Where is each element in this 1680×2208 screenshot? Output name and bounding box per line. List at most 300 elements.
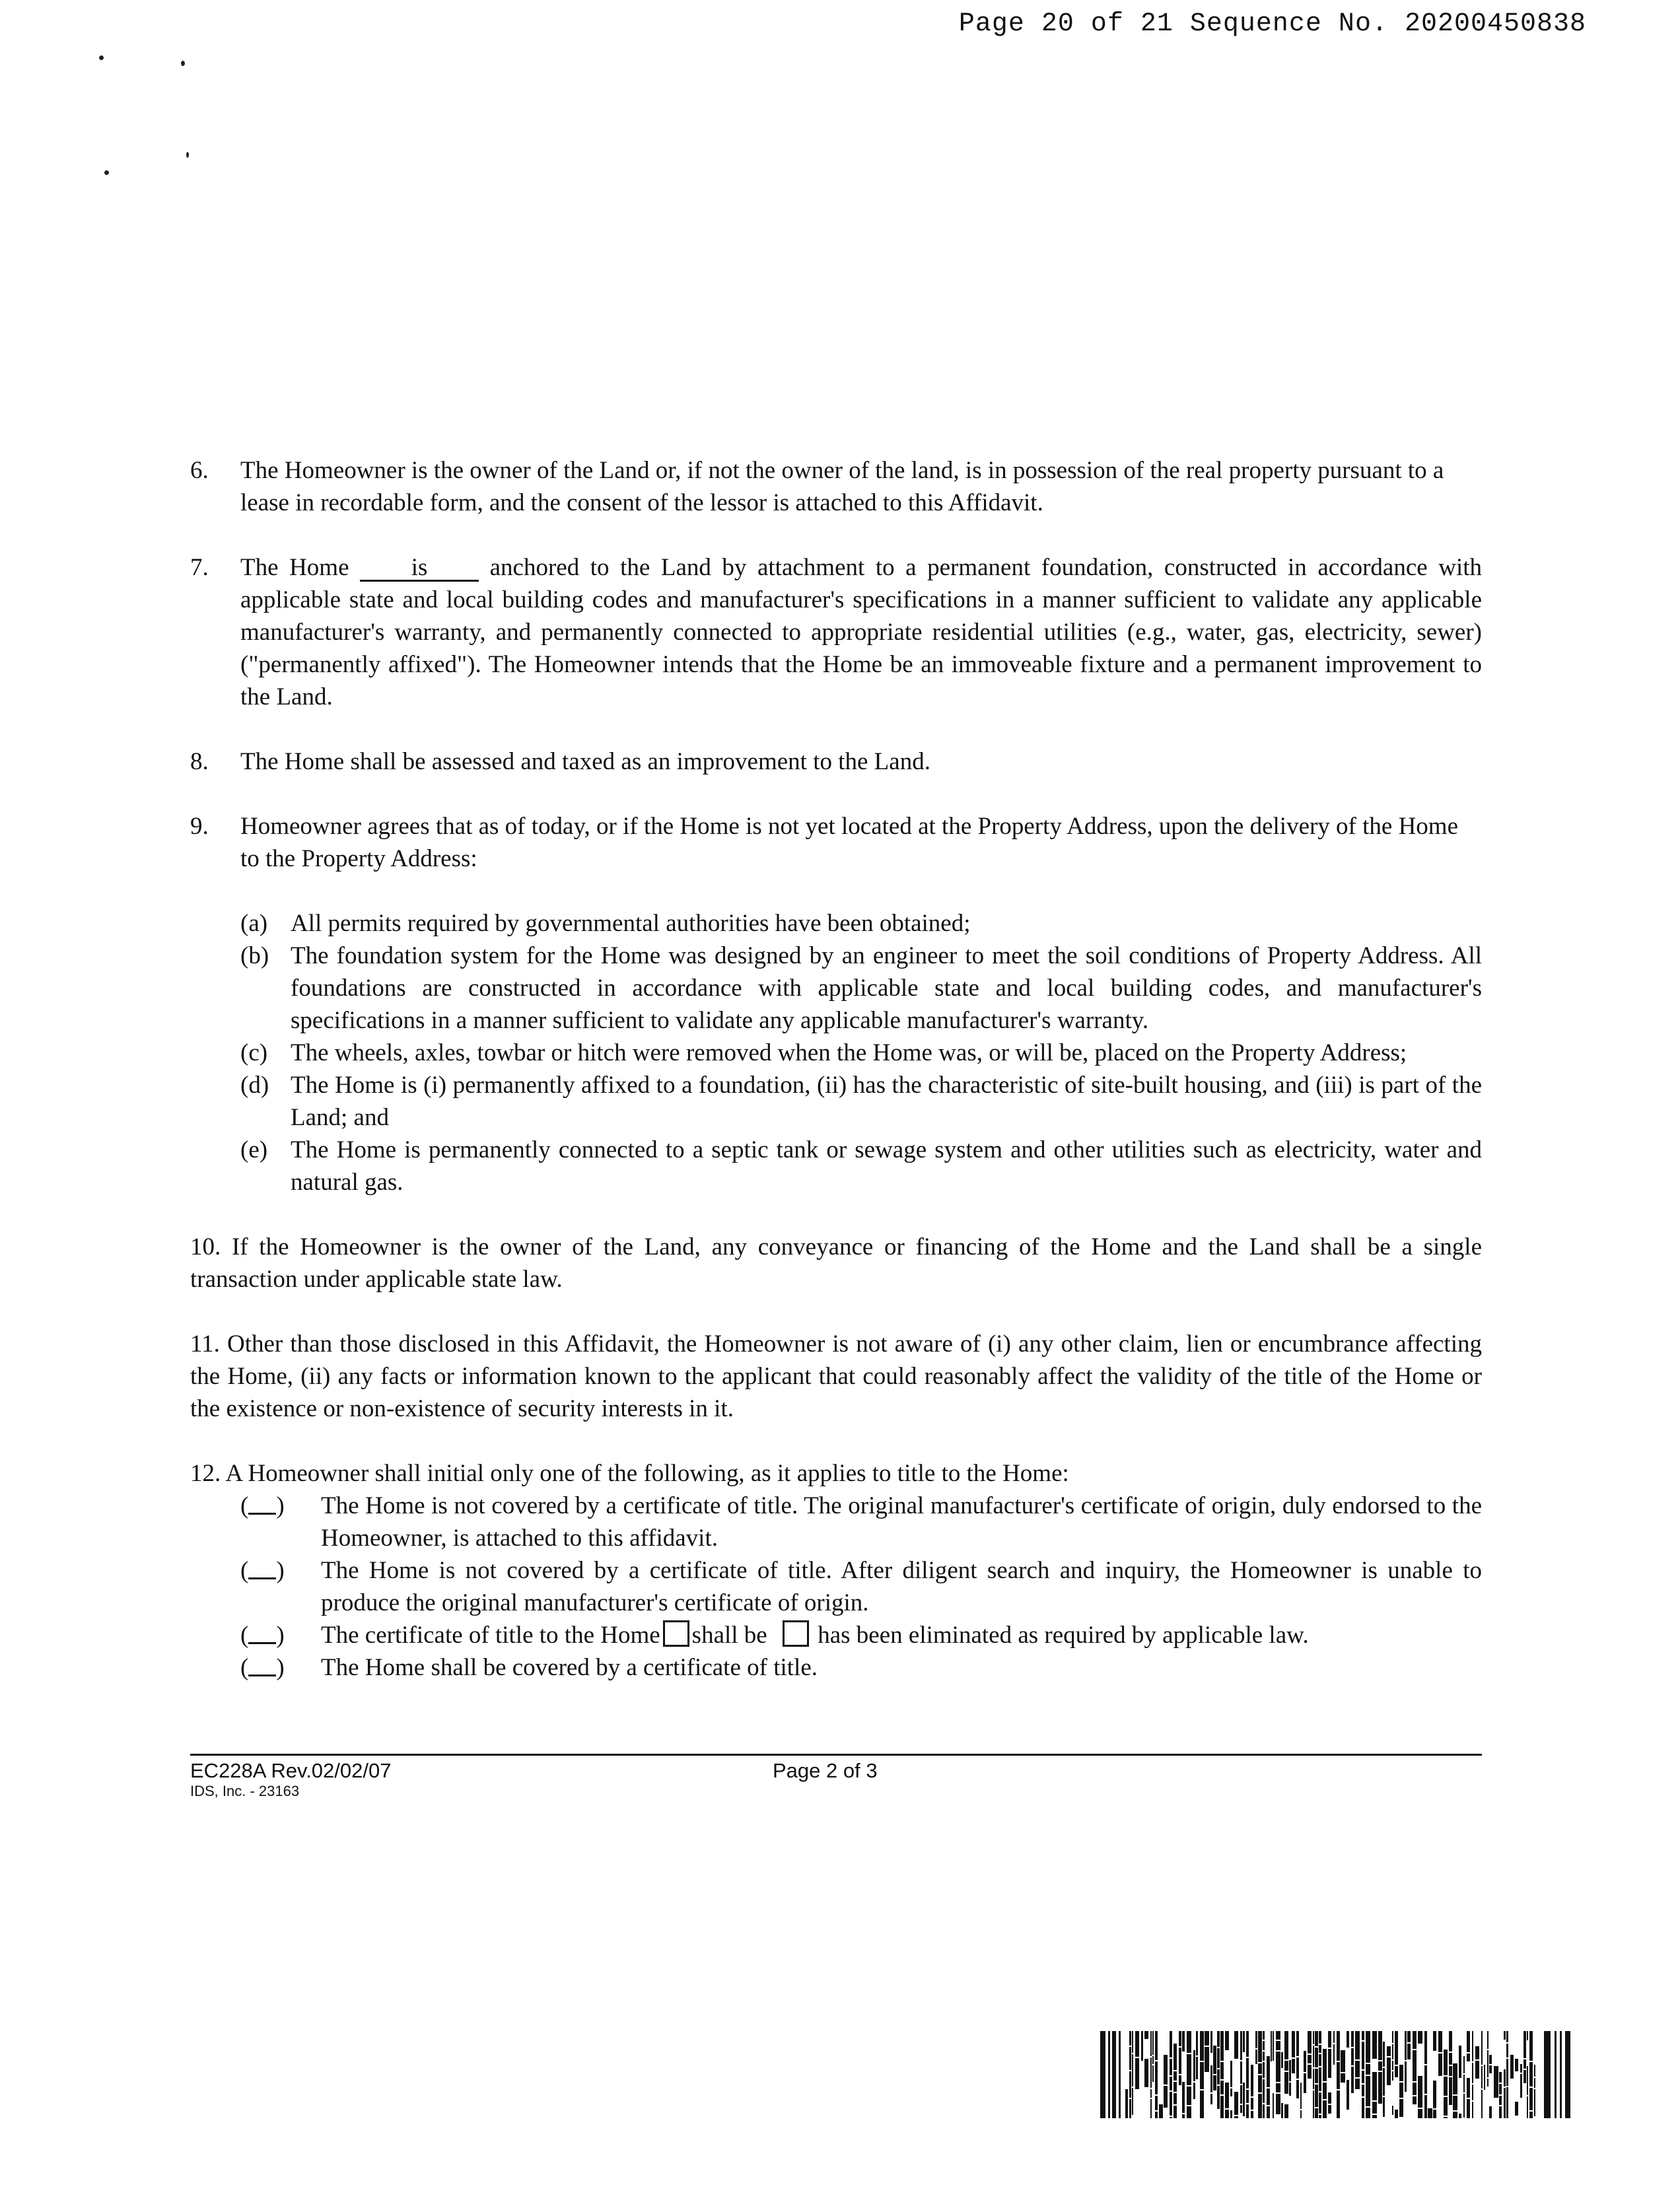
barcode-bar xyxy=(1323,2049,1327,2081)
barcode-bar xyxy=(1399,2083,1403,2098)
sub-letter: (a) xyxy=(240,910,268,937)
barcode-bar xyxy=(1225,2031,1229,2050)
barcode-bar xyxy=(1372,2115,1377,2118)
item-6 xyxy=(190,454,1482,519)
barcode-bar xyxy=(1263,2031,1265,2040)
barcode-bar xyxy=(1196,2057,1198,2079)
barcode-bar xyxy=(1267,2056,1270,2087)
barcode-bar xyxy=(1220,2062,1224,2079)
title-choice-1 xyxy=(240,1490,1482,1554)
barcode-bar xyxy=(1281,2052,1283,2068)
document-barcode xyxy=(1100,2031,1572,2118)
barcode-bar xyxy=(1323,2100,1327,2118)
barcode-bar xyxy=(1392,2106,1393,2115)
barcode-bar xyxy=(1494,2066,1498,2098)
barcode-bar xyxy=(1217,2048,1220,2068)
footer-divider xyxy=(190,1754,1482,1756)
eliminated-checkbox[interactable] xyxy=(783,1620,809,1647)
choice-text: The Home is not covered by a certificate of title. The original manufacturer's certificate of origin, duly endorsed to the Homeowner, is attached to this affidavit. xyxy=(321,1492,1482,1552)
barcode-bar xyxy=(1193,2050,1195,2081)
barcode-bar xyxy=(1159,2104,1163,2118)
barcode-bar xyxy=(1217,2086,1220,2109)
barcode-bar xyxy=(1487,2050,1488,2077)
barcode-bar xyxy=(1246,2031,1249,2057)
barcode-bar xyxy=(1499,2096,1502,2105)
barcode-bar xyxy=(1164,2055,1168,2085)
barcode-bar xyxy=(1428,2108,1432,2118)
barcode-bar xyxy=(1200,2031,1204,2061)
barcode-bar xyxy=(1132,2088,1133,2115)
barcode-bar xyxy=(1258,2063,1262,2074)
barcode-bar xyxy=(1182,2114,1185,2118)
barcode-bar xyxy=(1449,2053,1452,2065)
initial-blank-2[interactable]: ( ) xyxy=(240,1554,285,1587)
barcode-bar xyxy=(1383,2097,1385,2117)
barcode-bar xyxy=(1499,2106,1502,2118)
barcode-bar xyxy=(1438,2031,1442,2052)
barcode-bar xyxy=(1319,2067,1321,2091)
barcode-bar xyxy=(1444,2117,1448,2118)
barcode-bar xyxy=(1217,2069,1220,2085)
barcode-bar xyxy=(1499,2072,1502,2083)
sub-text: The wheels, axles, towbar or hitch were removed when the Home was, or will be, placed on the Property Address; xyxy=(291,1039,1407,1066)
barcode-bar xyxy=(1210,2094,1212,2104)
barcode-bar xyxy=(1347,2080,1349,2110)
barcode-bar xyxy=(1141,2031,1143,2061)
choice-text: The Home is not covered by a certificate of title. After diligent search and inquiry, the Homeowner is unable to produce the original manufacturer's certificate of origin. xyxy=(321,1557,1482,1616)
barcode-bar xyxy=(1187,2054,1191,2085)
barcode-bar xyxy=(1276,2031,1280,2040)
item-text: 11. Other than those disclosed in this Affidavit, the Homeowner is not aware of (i) any other claim, lien or encumbrance affecting the Home, (ii) any facts or information known to the applicant that could reasonably affect the validity of the title of the Home or the existence or non-existence of security interests in it. xyxy=(190,1330,1482,1422)
barcode-bar xyxy=(1467,2031,1470,2052)
barcode-bar xyxy=(1351,2048,1354,2065)
item-text: anchored to the Land by attachment to a permanent foundation, constructed in accordance with applicable state and local building codes and manufacturer's specifications in a manner sufficient to validate any applicable manufacturer's warranty, and permanently connected to appropriate residential utilities (e.g., water, gas, electricity, sewer) ("permanently affixed"). The Homeowner intends that the Home be an immoveable fixture and a permanent improvement to the Land. xyxy=(240,554,1483,710)
barcode-bar xyxy=(1527,2031,1528,2040)
barcode-bar xyxy=(1315,2069,1318,2083)
barcode-bar xyxy=(1333,2031,1335,2043)
barcode-bar xyxy=(1150,2031,1152,2056)
barcode-bar xyxy=(1289,2060,1291,2081)
barcode-bar xyxy=(1504,2031,1506,2040)
sub-letter: (c) xyxy=(240,1039,268,1066)
item-number: 9. xyxy=(190,813,209,840)
barcode-bar xyxy=(1366,2108,1370,2118)
choice-text: The Home shall be covered by a certificate of title. xyxy=(321,1654,818,1681)
barcode-bar xyxy=(1289,2083,1291,2096)
barcode-bar xyxy=(1372,2072,1377,2100)
barcode-bar xyxy=(1319,2092,1321,2114)
barcode-bar xyxy=(1366,2031,1370,2063)
barcode-bar xyxy=(1418,2109,1422,2118)
barcode-bar xyxy=(1499,2084,1502,2094)
barcode-bar xyxy=(1392,2044,1393,2059)
barcode-bar xyxy=(1132,2054,1133,2087)
barcode-bar xyxy=(1155,2096,1158,2110)
barcode-bar xyxy=(1263,2062,1265,2078)
barcode-bar xyxy=(1213,2075,1216,2090)
barcode-bar xyxy=(1112,2031,1116,2118)
barcode-bar xyxy=(1319,2045,1321,2053)
barcode-bar xyxy=(1523,2059,1526,2069)
choice-text: shall be xyxy=(691,1622,767,1649)
barcode-bar xyxy=(1392,2071,1393,2081)
barcode-bar xyxy=(1276,2041,1280,2050)
item-7 xyxy=(190,551,1482,713)
barcode-bar xyxy=(1263,2079,1265,2103)
scan-speck xyxy=(181,61,185,66)
barcode-bar xyxy=(1308,2065,1312,2079)
barcode-bar xyxy=(1355,2061,1360,2077)
barcode-bar xyxy=(1444,2097,1448,2116)
sub-letter: (e) xyxy=(240,1136,268,1163)
barcode-bar xyxy=(1196,2031,1198,2055)
barcode-bar xyxy=(1424,2065,1427,2094)
barcode-bar xyxy=(1292,2059,1295,2073)
barcode-bar xyxy=(1489,2055,1492,2064)
barcode-bar xyxy=(1164,2086,1168,2108)
barcode-bar xyxy=(1510,2055,1514,2079)
barcode-bar xyxy=(1281,2103,1283,2118)
barcode-bar xyxy=(1271,2031,1272,2061)
item-12-intro: 12. A Homeowner shall initial only one of the following, as it applies to title to the Home: xyxy=(190,1460,1069,1487)
barcode-bar xyxy=(1173,2044,1177,2070)
sub-letter: (d) xyxy=(240,1072,269,1099)
barcode-bar xyxy=(1173,2071,1177,2081)
barcode-bar xyxy=(1315,2085,1318,2107)
barcode-bar xyxy=(1449,2066,1452,2076)
barcode-bar xyxy=(1296,2031,1299,2056)
sub-text: The Home is (i) permanently affixed to a foundation, (ii) has the characteristic of site-built housing, and (iii) is part of the Land; and xyxy=(291,1072,1482,1131)
barcode-bar xyxy=(1333,2044,1335,2065)
barcode-bar xyxy=(1144,2031,1148,2039)
barcode-bar xyxy=(1424,2031,1427,2064)
page-indicator: Page 2 of 3 xyxy=(773,1759,878,1782)
barcode-bar xyxy=(1407,2044,1411,2059)
title-choice-3 xyxy=(240,1619,1482,1651)
barcode-bar xyxy=(1220,2031,1224,2061)
barcode-bar xyxy=(1438,2053,1442,2076)
barcode-bar xyxy=(1296,2057,1299,2079)
barcode-bar xyxy=(1210,2065,1212,2092)
barcode-bar xyxy=(1475,2046,1479,2059)
barcode-bar xyxy=(1251,2065,1253,2096)
initial-blank-4[interactable]: ( ) xyxy=(240,1651,285,1684)
barcode-bar xyxy=(1119,2031,1121,2118)
barcode-bar xyxy=(1433,2081,1436,2108)
item-8 xyxy=(190,745,1482,778)
barcode-bar xyxy=(1108,2031,1110,2118)
barcode-bar xyxy=(1506,2044,1508,2057)
initial-blank-1[interactable]: ( ) xyxy=(240,1490,285,1522)
barcode-bar xyxy=(1459,2046,1461,2078)
barcode-bar xyxy=(1392,2031,1393,2043)
barcode-bar xyxy=(1453,2112,1457,2118)
barcode-bar xyxy=(1179,2075,1181,2085)
item-number: 8. xyxy=(190,748,209,775)
barcode-bar xyxy=(1487,2031,1488,2049)
barcode-bar xyxy=(1150,2099,1152,2118)
affidavit-body xyxy=(190,454,1482,1684)
barcode-bar xyxy=(1527,2096,1528,2118)
barcode-bar xyxy=(1489,2106,1492,2118)
barcode-bar xyxy=(1481,2090,1483,2118)
barcode-bar xyxy=(1200,2062,1204,2089)
choice-text: The certificate of title to the Home xyxy=(321,1622,660,1649)
item-text: The Homeowner is the owner of the Land or, if not the owner of the land, is in possession of the real property pursuant to a lease in recordable form, and the consent of the lessor is attached to this Affidavit. xyxy=(240,457,1444,516)
barcode-bar xyxy=(1395,2031,1398,2065)
barcode-bar xyxy=(1387,2057,1391,2085)
barcode-bar xyxy=(1475,2061,1479,2079)
item-number: 6. xyxy=(190,457,209,484)
barcode-bar xyxy=(1453,2063,1457,2094)
barcode-bar xyxy=(1392,2061,1393,2070)
sub-item-a xyxy=(240,907,1482,940)
barcode-bar xyxy=(1170,2117,1172,2118)
barcode-bar xyxy=(1182,2031,1185,2052)
barcode-bar xyxy=(1433,2110,1436,2118)
barcode-bar xyxy=(1300,2110,1302,2118)
barcode-bar xyxy=(1463,2056,1465,2073)
barcode-bar xyxy=(1484,2065,1485,2090)
barcode-bar xyxy=(1472,2031,1473,2061)
barcode-bar xyxy=(1234,2092,1238,2115)
item-text: The Home shall be assessed and taxed as an improvement to the Land. xyxy=(240,748,930,775)
barcode-bar xyxy=(1230,2061,1232,2087)
barcode-bar xyxy=(1337,2062,1340,2089)
barcode-bar xyxy=(1251,2111,1253,2118)
barcode-bar xyxy=(1152,2065,1154,2082)
initial-blank-3[interactable]: ( ) xyxy=(240,1619,285,1651)
barcode-bar xyxy=(1328,2049,1331,2078)
shall-be-checkbox[interactable] xyxy=(663,1620,689,1647)
barcode-bar xyxy=(1205,2047,1209,2072)
barcode-bar xyxy=(1304,2073,1306,2093)
item-number: 7. xyxy=(190,554,209,581)
item-text: 10. If the Homeowner is the owner of the Land, any conveyance or financing of the Home and the Land shall be a single transaction under applicable state law. xyxy=(190,1233,1482,1293)
barcode-bar xyxy=(1173,2106,1177,2118)
is-blank-field: is xyxy=(360,556,479,582)
barcode-bar xyxy=(1315,2048,1318,2067)
barcode-bar xyxy=(1328,2031,1331,2048)
barcode-bar xyxy=(1258,2031,1262,2062)
barcode-bar xyxy=(1258,2075,1262,2092)
barcode-bar xyxy=(1362,2098,1364,2118)
barcode-bar xyxy=(1481,2031,1483,2065)
barcode-bar xyxy=(1240,2105,1242,2113)
sub-text: The Home is permanently connected to a septic tank or sewage system and other utilities such as electricity, water and natural gas. xyxy=(291,1136,1482,1196)
barcode-bar xyxy=(1220,2096,1224,2118)
barcode-bar xyxy=(1315,2031,1318,2046)
barcode-bar xyxy=(1527,2066,1528,2095)
barcode-bar xyxy=(1506,2087,1508,2118)
barcode-bar xyxy=(1413,2083,1417,2095)
barcode-bar xyxy=(1459,2114,1461,2118)
barcode-bar xyxy=(1544,2031,1551,2118)
barcode-bar xyxy=(1308,2055,1312,2063)
barcode-bar xyxy=(1200,2090,1204,2118)
barcode-bar xyxy=(1418,2031,1422,2044)
barcode-bar xyxy=(1220,2081,1224,2094)
scan-speck xyxy=(104,170,109,175)
barcode-bar xyxy=(1424,2095,1427,2118)
barcode-bar xyxy=(1263,2041,1265,2050)
barcode-bar xyxy=(1179,2031,1181,2046)
sub-item-d xyxy=(240,1069,1482,1134)
barcode-bar xyxy=(1144,2059,1148,2087)
barcode-bar xyxy=(1284,2104,1288,2118)
barcode-bar xyxy=(1383,2068,1385,2096)
barcode-bar xyxy=(1243,2083,1245,2116)
barcode-bar xyxy=(1267,2088,1270,2105)
barcode-bar xyxy=(1467,2078,1470,2098)
barcode-bar xyxy=(1529,2062,1533,2087)
barcode-bar xyxy=(1246,2090,1249,2103)
barcode-bar xyxy=(1313,2046,1314,2067)
barcode-bar xyxy=(1276,2083,1280,2092)
barcode-bar xyxy=(1217,2031,1220,2047)
item-11 xyxy=(190,1328,1482,1425)
barcode-bar xyxy=(1506,2031,1508,2042)
barcode-bar xyxy=(1129,2099,1131,2118)
barcode-bar xyxy=(1504,2088,1506,2118)
barcode-bar xyxy=(1240,2061,1242,2084)
barcode-bar xyxy=(1267,2106,1270,2118)
barcode-bar xyxy=(1205,2031,1209,2046)
barcode-bar xyxy=(1328,2092,1331,2104)
choice-text: has been eliminated as required by applicable law. xyxy=(818,1622,1309,1649)
barcode-bar xyxy=(1230,2088,1232,2096)
barcode-bar xyxy=(1366,2076,1370,2106)
barcode-bar xyxy=(1407,2031,1411,2042)
barcode-bar xyxy=(1372,2031,1377,2059)
barcode-bar xyxy=(1304,2051,1306,2072)
barcode-bar xyxy=(1515,2102,1518,2116)
barcode-bar xyxy=(1276,2094,1280,2114)
barcode-bar xyxy=(1378,2061,1382,2071)
barcode-bar xyxy=(1399,2065,1403,2081)
barcode-bar xyxy=(1504,2069,1506,2087)
barcode-bar xyxy=(1125,2089,1128,2118)
barcode-bar xyxy=(1520,2074,1522,2098)
barcode-bar xyxy=(1193,2083,1195,2099)
barcode-bar xyxy=(1515,2059,1518,2071)
sub-text: The foundation system for the Home was designed by an engineer to meet the soil conditions of Property Address. All foundations are constructed in accordance with applicable state and local building codes, and manufacturer's specifications in a manner sufficient to validate any applicable manufacturer's warranty. xyxy=(291,942,1482,1034)
sub-letter: (b) xyxy=(240,942,269,969)
barcode-bar xyxy=(1234,2116,1238,2118)
barcode-bar xyxy=(1534,2089,1535,2116)
sequence-stamp: Page 20 of 21 Sequence No. 20200450838 xyxy=(958,9,1586,39)
barcode-bar xyxy=(1129,2031,1131,2046)
item-text-prefix: The Home xyxy=(240,554,349,581)
barcode-bar xyxy=(1351,2031,1354,2047)
barcode-bar xyxy=(1173,2082,1177,2092)
scan-speck xyxy=(99,55,104,60)
barcode-bar xyxy=(1529,2112,1533,2118)
barcode-bar xyxy=(1319,2031,1321,2044)
barcode-bar xyxy=(1150,2057,1152,2088)
barcode-bar xyxy=(1170,2092,1172,2116)
barcode-bar xyxy=(1523,2031,1526,2058)
barcode-bar xyxy=(1187,2106,1191,2118)
barcode-bar xyxy=(1150,2089,1152,2098)
sub-item-e xyxy=(240,1134,1482,1198)
barcode-bar xyxy=(1489,2065,1492,2073)
barcode-bar xyxy=(1481,2066,1483,2088)
barcode-bar xyxy=(1315,2108,1318,2118)
barcode-bar xyxy=(1378,2031,1382,2060)
barcode-bar xyxy=(1362,2031,1364,2040)
barcode-bar xyxy=(1155,2061,1158,2094)
barcode-bar xyxy=(1453,2096,1457,2110)
barcode-bar xyxy=(1413,2031,1417,2049)
barcode-bar xyxy=(1529,2031,1533,2061)
barcode-bar xyxy=(1263,2104,1265,2118)
barcode-bar xyxy=(1240,2031,1242,2060)
item-10 xyxy=(190,1231,1482,1295)
barcode-bar xyxy=(1213,2046,1216,2074)
barcode-bar xyxy=(1355,2031,1360,2059)
barcode-bar xyxy=(1418,2076,1422,2108)
barcode-bar xyxy=(1173,2093,1177,2104)
barcode-bar xyxy=(1337,2090,1340,2118)
barcode-bar xyxy=(1225,2110,1229,2118)
barcode-bar xyxy=(1383,2042,1385,2067)
barcode-bar xyxy=(1129,2047,1131,2070)
item-9 xyxy=(190,810,1482,1198)
barcode-bar xyxy=(1135,2031,1139,2057)
barcode-bar xyxy=(1355,2079,1360,2089)
barcode-bar xyxy=(1187,2031,1191,2053)
barcode-bar xyxy=(1319,2054,1321,2066)
barcode-bar xyxy=(1255,2050,1257,2064)
barcode-bar xyxy=(1565,2031,1570,2118)
barcode-bar xyxy=(1529,2088,1533,2110)
item-text: Homeowner agrees that as of today, or if the Home is not yet located at the Property Address, upon the delivery of the Home to the Property Address: xyxy=(240,813,1459,872)
barcode-bar xyxy=(1387,2046,1391,2056)
barcode-bar xyxy=(1152,2056,1154,2064)
title-choice-2 xyxy=(240,1554,1482,1619)
barcode-bar xyxy=(1463,2075,1465,2092)
barcode-bar xyxy=(1240,2085,1242,2104)
barcode-bar xyxy=(1372,2102,1377,2114)
barcode-bar xyxy=(1255,2031,1257,2048)
barcode-bar xyxy=(1362,2071,1364,2083)
barcode-bar xyxy=(1296,2080,1299,2098)
barcode-bar xyxy=(1170,2059,1172,2075)
barcode-bar xyxy=(1170,2077,1172,2090)
barcode-bar xyxy=(1467,2053,1470,2061)
barcode-bar xyxy=(1413,2096,1417,2104)
barcode-bar xyxy=(1251,2098,1253,2110)
barcode-bar xyxy=(1273,2093,1274,2118)
barcode-bar xyxy=(1467,2099,1470,2118)
barcode-bar xyxy=(1534,2078,1535,2088)
barcode-bar xyxy=(1234,2031,1238,2059)
barcode-bar xyxy=(1366,2064,1370,2075)
sub-text: All permits required by governmental authorities have been obtained; xyxy=(291,910,971,937)
barcode-bar xyxy=(1155,2112,1158,2118)
scan-speck xyxy=(186,152,189,158)
barcode-bar xyxy=(1155,2031,1158,2060)
barcode-bar xyxy=(1132,2031,1133,2053)
barcode-bar xyxy=(1506,2059,1508,2086)
barcode-bar xyxy=(1463,2094,1465,2118)
barcode-bar xyxy=(1323,2083,1327,2099)
barcode-bar xyxy=(1263,2052,1265,2061)
barcode-bar xyxy=(1243,2031,1245,2052)
barcode-bar xyxy=(1100,2031,1105,2118)
barcode-bar xyxy=(1362,2085,1364,2096)
